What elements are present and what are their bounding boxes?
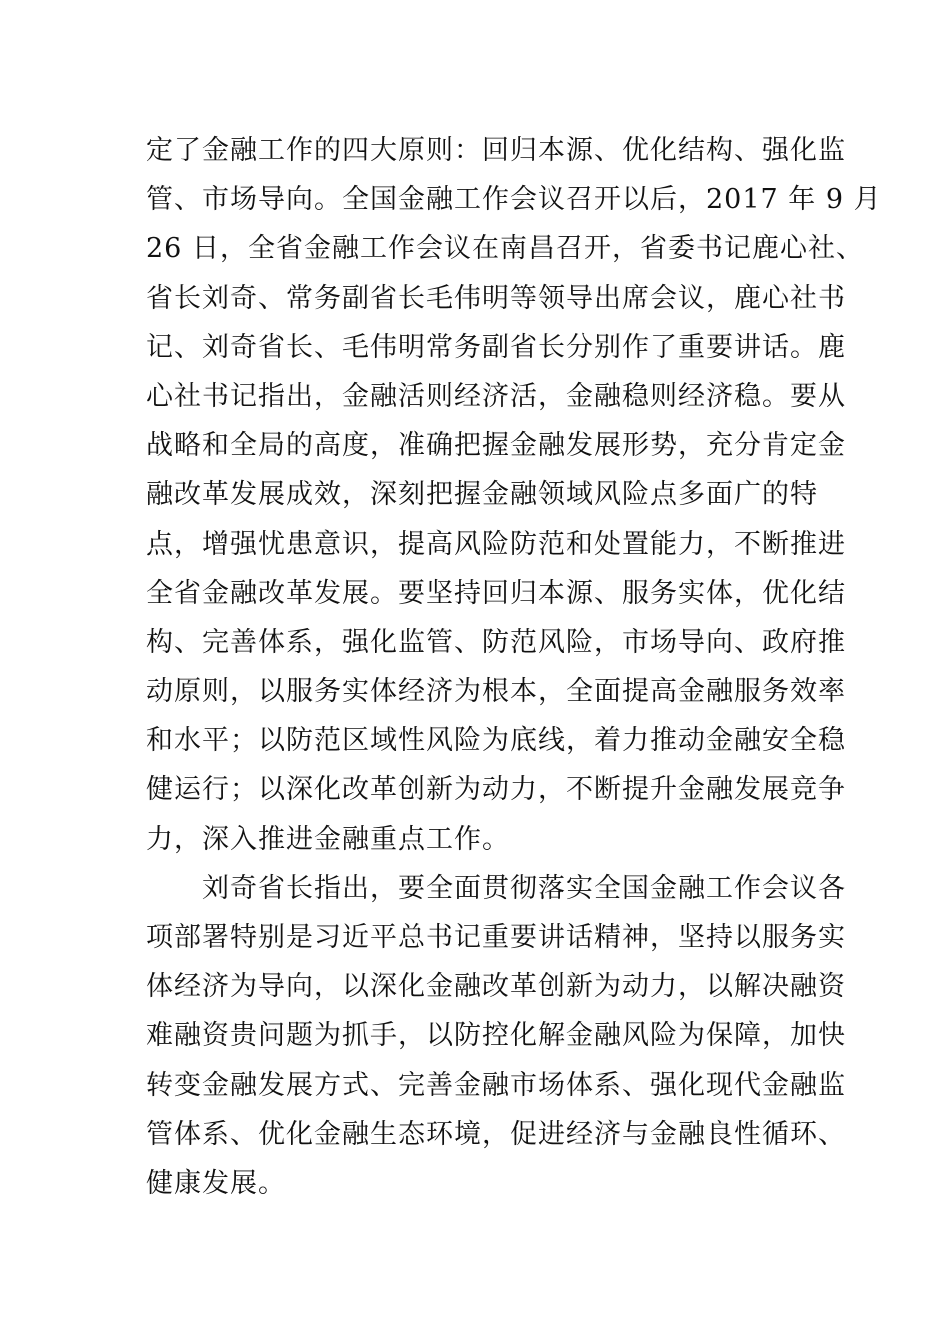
- text-line: 记、刘奇省长、毛伟明常务副省长分别作了重要讲话。鹿: [146, 331, 846, 363]
- text-line: 省长刘奇、常务副省长毛伟明等领导出席会议，鹿心社书: [146, 282, 846, 314]
- text-line: 管、市场导向。全国金融工作会议召开以后，2017 年 9 月: [146, 184, 882, 216]
- text-line: 全省金融改革发展。要坚持回归本源、服务实体，优化结: [146, 577, 846, 609]
- text-line: 动原则，以服务实体经济为根本，全面提高金融服务效率: [146, 676, 846, 708]
- text-line: 管体系、优化金融生态环境，促进经济与金融良性循环、: [146, 1118, 846, 1150]
- text-line: 和水平；以防范区域性风险为底线，着力推动金融安全稳: [146, 725, 846, 757]
- text-line: 26 日，全省金融工作会议在南昌召开，省委书记鹿心社、: [146, 233, 864, 265]
- text-line: 构、完善体系，强化监管、防范风险，市场导向、政府推: [146, 626, 846, 658]
- text-line: 健运行；以深化改革创新为动力，不断提升金融发展竞争: [146, 774, 846, 806]
- text-line: 心社书记指出，金融活则经济活，金融稳则经济稳。要从: [146, 380, 846, 412]
- text-line: 项部署特别是习近平总书记重要讲话精神，坚持以服务实: [146, 922, 846, 953]
- text-line: 战略和全局的高度，准确把握金融发展形势，充分肯定金: [146, 430, 846, 462]
- text-line: 健康发展。: [146, 1167, 286, 1199]
- text-line: 力，深入推进金融重点工作。: [146, 823, 510, 855]
- text-line: 刘奇省长指出，要全面贯彻落实全国金融工作会议各: [146, 872, 846, 904]
- text-line: 融改革发展成效，深刻把握金融领域风险点多面广的特: [146, 479, 818, 511]
- text-line: 点，增强忧患意识，提高风险防范和处置能力，不断推进: [146, 528, 846, 560]
- body-text: [146, 126, 882, 1208]
- text-line: 定了金融工作的四大原则：回归本源、优化结构、强化监: [146, 135, 846, 166]
- text-line: 转变金融发展方式、完善金融市场体系、强化现代金融监: [146, 1069, 846, 1101]
- text-line: 难融资贵问题为抓手，以防控化解金融风险为保障，加快: [146, 1020, 846, 1052]
- text-line: 体经济为导向，以深化金融改革创新为动力，以解决融资: [146, 971, 846, 1003]
